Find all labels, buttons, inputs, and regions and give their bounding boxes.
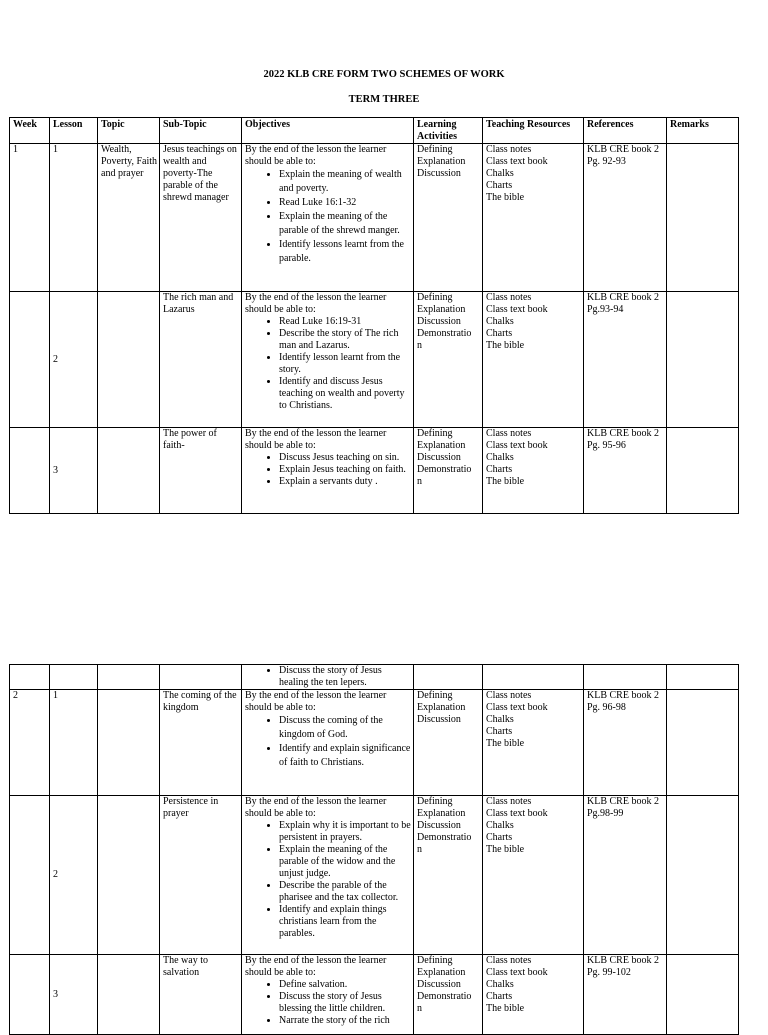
activity-item: Explanation <box>417 808 466 819</box>
learning-activities-cell <box>414 428 483 514</box>
references-cell: KLB CRE book 2 Pg. 96-98 <box>584 690 667 796</box>
objective-item: • Define salvation. <box>279 979 411 991</box>
objective-item: • Discuss the coming of the kingdom of God. <box>279 714 411 742</box>
activity-item: Discussion <box>417 452 461 463</box>
resource-item: The bible <box>486 1003 525 1014</box>
resource-item: Chalks <box>486 979 514 990</box>
objective-item: • Discuss Jesus teaching on sin. <box>279 452 411 464</box>
resource-item: The bible <box>486 192 525 203</box>
activity-item: n <box>417 1003 422 1014</box>
subtopic-cell: Persistence in prayer <box>160 796 242 955</box>
objectives-list <box>245 316 411 412</box>
activity-item: Discussion <box>417 168 461 179</box>
remarks-cell <box>667 292 739 428</box>
objectives-cell <box>242 690 414 796</box>
remarks-cell <box>667 955 739 1035</box>
activity-item: Demonstratio <box>417 328 472 339</box>
topic-cell <box>98 690 160 796</box>
teaching-resources-cell <box>483 144 584 292</box>
topic-cell <box>98 292 160 428</box>
activity-item: Defining <box>417 144 453 155</box>
table-row <box>10 144 739 292</box>
resource-item: Class notes <box>486 428 532 439</box>
activity-item: Defining <box>417 292 453 303</box>
resource-item: The bible <box>486 738 525 749</box>
objective-item: • Read Luke 16:1-32 <box>279 196 411 210</box>
resource-item: Chalks <box>486 820 514 831</box>
resource-item: Charts <box>486 832 513 843</box>
objective-item: • Identify and explain things christians learn from the parables. <box>279 904 411 940</box>
learning-activities-cell <box>414 144 483 292</box>
objective-item: • Explain the meaning of the parable of the shrewd manger. <box>279 210 411 238</box>
table-row <box>10 428 739 514</box>
objective-item: • Describe the story of The rich man and Lazarus. <box>279 328 411 352</box>
header-learning-activities: Learning Activities <box>414 118 483 144</box>
objectives-intro: By the end of the lesson the learner should be able to: <box>245 144 387 167</box>
resource-item: Class text book <box>486 967 548 978</box>
header-topic: Topic <box>98 118 160 144</box>
objective-item: • Explain a servants duty . <box>279 476 411 488</box>
objectives-list <box>245 452 411 488</box>
activity-item: Explanation <box>417 440 466 451</box>
topic-cell <box>98 955 160 1035</box>
subtopic-cell: Jesus teachings on wealth and poverty-The parable of the shrewd manager <box>160 144 242 292</box>
resource-item: Class notes <box>486 690 532 701</box>
table-row <box>10 690 739 796</box>
references-cell: KLB CRE book 2 Pg.98-99 <box>584 796 667 955</box>
objectives-intro: By the end of the lesson the learner should be able to: <box>245 428 387 451</box>
resource-item: Chalks <box>486 452 514 463</box>
week-cell <box>10 428 50 514</box>
lesson-cell: 1 <box>50 144 98 292</box>
header-objectives: Objectives <box>242 118 414 144</box>
objectives-cell <box>242 428 414 514</box>
objective-item: • Read Luke 16:19-31 <box>279 316 411 328</box>
remarks-cell <box>667 690 739 796</box>
week-cell <box>10 796 50 955</box>
document-subtitle: TERM THREE <box>348 94 420 105</box>
activity-item: Discussion <box>417 979 461 990</box>
week-cell: 1 <box>10 144 50 292</box>
teaching-resources-cell <box>483 292 584 428</box>
resource-item: Class text book <box>486 702 548 713</box>
objective-item: • Identify lesson learnt from the story. <box>279 352 411 376</box>
references-cell: KLB CRE book 2 Pg. 95-96 <box>584 428 667 514</box>
objectives-intro: By the end of the lesson the learner should be able to: <box>245 955 387 978</box>
subtopic-cell: The coming of the kingdom <box>160 690 242 796</box>
objectives-cell <box>242 796 414 955</box>
activity-item: Discussion <box>417 316 461 327</box>
lesson-cell: 2 <box>50 796 98 955</box>
subtopic-cell: The way to salvation <box>160 955 242 1035</box>
scheme-table-page-1 <box>9 117 739 514</box>
header-lesson: Lesson <box>50 118 98 144</box>
scheme-table-page-2 <box>9 664 739 1035</box>
activity-item: Defining <box>417 796 453 807</box>
header-week: Week <box>10 118 50 144</box>
objective-item: • Explain the meaning of wealth and poverty. <box>279 168 411 196</box>
learning-activities-cell <box>414 690 483 796</box>
objective-item: • Explain why it is important to be persistent in prayers. <box>279 820 411 844</box>
activity-item: Explanation <box>417 156 466 167</box>
objective-item: • Narrate the story of the rich <box>279 1015 411 1027</box>
resource-item: Class notes <box>486 955 532 966</box>
remarks-cell <box>667 796 739 955</box>
remarks-cell <box>667 428 739 514</box>
week-cell <box>10 955 50 1035</box>
activity-item: n <box>417 844 422 855</box>
activity-item: Discussion <box>417 714 461 725</box>
document-title: 2022 KLB CRE FORM TWO SCHEMES OF WORK <box>263 69 505 80</box>
activity-item: Explanation <box>417 304 466 315</box>
objective-item: • Identify and explain significance of faith to Christians. <box>279 742 411 770</box>
header-references: References <box>584 118 667 144</box>
objective-item: • Identify and discuss Jesus teaching on wealth and poverty to Christians. <box>279 376 411 412</box>
resource-item: Chalks <box>486 168 514 179</box>
topic-cell <box>98 796 160 955</box>
activity-item: Demonstratio <box>417 991 472 1002</box>
subtopic-cell: The power of faith- <box>160 428 242 514</box>
header-teaching-resources: Teaching Resources <box>483 118 584 144</box>
resource-item: Chalks <box>486 316 514 327</box>
resource-item: Charts <box>486 991 513 1002</box>
objective-item: • Identify lessons learnt from the parable. <box>279 238 411 266</box>
references-cell: KLB CRE book 2 Pg.93-94 <box>584 292 667 428</box>
activity-item: Defining <box>417 690 453 701</box>
objectives-cell <box>242 144 414 292</box>
continued-objective-cell <box>242 665 414 690</box>
resource-item: Class notes <box>486 796 532 807</box>
lesson-cell: 1 <box>50 690 98 796</box>
topic-cell: Wealth, Poverty, Faith and prayer <box>98 144 160 292</box>
week-cell: 2 <box>10 690 50 796</box>
activity-item: Demonstratio <box>417 464 472 475</box>
objective-item: • Discuss the story of Jesus blessing the little children. <box>279 991 411 1015</box>
resource-item: Charts <box>486 726 513 737</box>
activity-item: Defining <box>417 955 453 966</box>
subtopic-cell: The rich man and Lazarus <box>160 292 242 428</box>
objectives-list <box>245 820 411 940</box>
learning-activities-cell <box>414 796 483 955</box>
objectives-intro: By the end of the lesson the learner should be able to: <box>245 690 387 713</box>
resource-item: Charts <box>486 464 513 475</box>
week-cell <box>10 292 50 428</box>
learning-activities-cell <box>414 292 483 428</box>
continuation-row <box>10 665 739 690</box>
resource-item: Class text book <box>486 440 548 451</box>
references-cell: KLB CRE book 2 Pg. 92-93 <box>584 144 667 292</box>
resource-item: Chalks <box>486 714 514 725</box>
objective-item: • Describe the parable of the pharisee and the tax collector. <box>279 880 411 904</box>
objectives-cell <box>242 955 414 1035</box>
resource-item: The bible <box>486 844 525 855</box>
resource-item: The bible <box>486 340 525 351</box>
activity-item: n <box>417 340 422 351</box>
header-subtopic: Sub-Topic <box>160 118 242 144</box>
activity-item: Explanation <box>417 702 466 713</box>
objectives-list <box>245 714 411 770</box>
teaching-resources-cell <box>483 955 584 1035</box>
activity-item: Demonstratio <box>417 832 472 843</box>
objective-item: • Discuss the story of Jesus healing the ten lepers. <box>279 665 411 689</box>
learning-activities-cell <box>414 955 483 1035</box>
activity-item: Defining <box>417 428 453 439</box>
objectives-list <box>245 168 411 266</box>
table-row <box>10 292 739 428</box>
table-row <box>10 955 739 1035</box>
resource-item: Class text book <box>486 156 548 167</box>
objective-item: • Explain the meaning of the parable of the widow and the unjust judge. <box>279 844 411 880</box>
resource-item: Charts <box>486 180 513 191</box>
resource-item: The bible <box>486 476 525 487</box>
objectives-cell <box>242 292 414 428</box>
objectives-intro: By the end of the lesson the learner should be able to: <box>245 292 387 315</box>
objective-item: • Explain Jesus teaching on faith. <box>279 464 411 476</box>
table-row <box>10 796 739 955</box>
resource-item: Class text book <box>486 304 548 315</box>
resource-item: Class notes <box>486 292 532 303</box>
resource-item: Class text book <box>486 808 548 819</box>
resource-item: Class notes <box>486 144 532 155</box>
activity-item: Discussion <box>417 820 461 831</box>
header-remarks: Remarks <box>667 118 739 144</box>
table-header-row <box>10 118 739 144</box>
lesson-cell: 2 <box>50 292 98 428</box>
objectives-list <box>245 979 411 1027</box>
teaching-resources-cell <box>483 428 584 514</box>
resource-item: Charts <box>486 328 513 339</box>
teaching-resources-cell <box>483 796 584 955</box>
lesson-cell: 3 <box>50 955 98 1035</box>
topic-cell <box>98 428 160 514</box>
objectives-intro: By the end of the lesson the learner should be able to: <box>245 796 387 819</box>
lesson-cell: 3 <box>50 428 98 514</box>
references-cell: KLB CRE book 2 Pg. 99-102 <box>584 955 667 1035</box>
activity-item: n <box>417 476 422 487</box>
activity-item: Explanation <box>417 967 466 978</box>
teaching-resources-cell <box>483 690 584 796</box>
remarks-cell <box>667 144 739 292</box>
